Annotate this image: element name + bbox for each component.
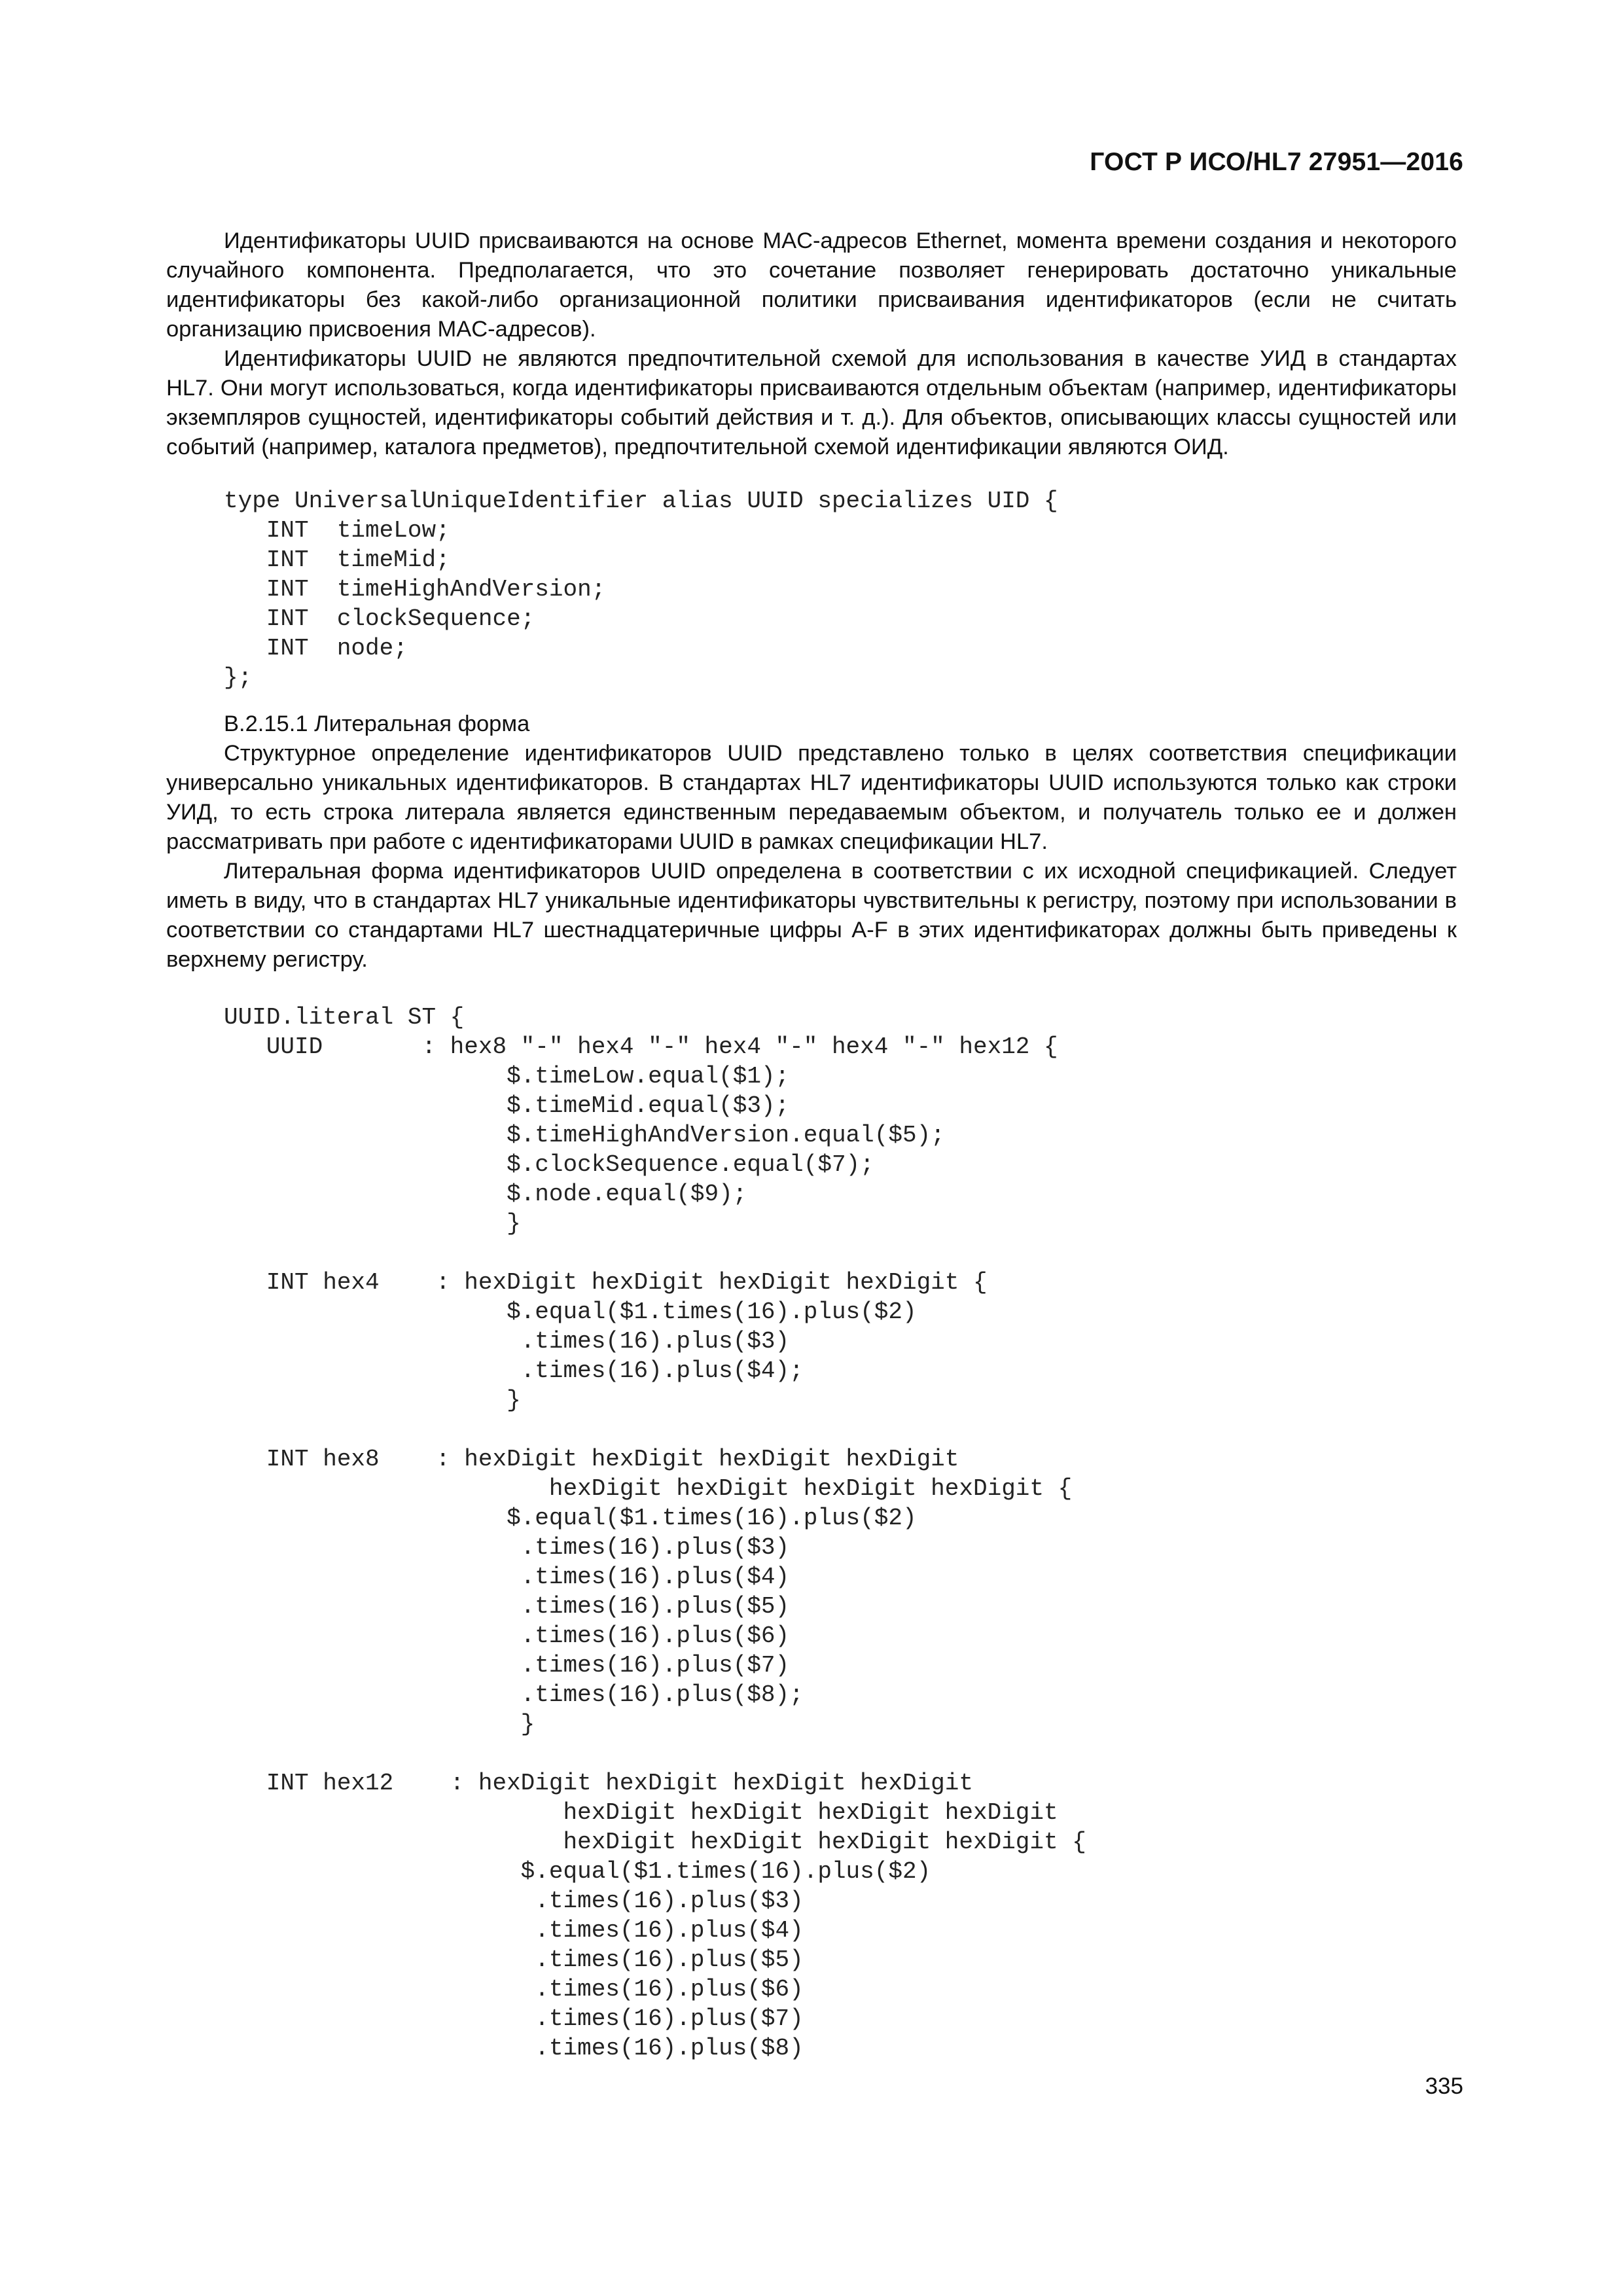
- document-standard-id: ГОСТ Р ИСО/HL7 27951—2016: [1090, 148, 1463, 176]
- page-number: 335: [1425, 2073, 1463, 2099]
- code-block-literal-form: UUID.literal ST { UUID : hex8 "-" hex4 "-" hex4 "-" hex4 "-" hex12 { $.timeLow.equal($1); $.timeMid.equal($3); $.timeHighAndVersion.equal($5); $.clockSequence.equal($7); $.node.equal($9); } INT hex4 : hexDigit hexDigit hexDigit hexDigit { $.equal($1.times(16).plus($2) .times(16).plus($3) .times(16).plus($4); } INT hex8 : hexDigit hexDigit hexDigit hexDigit hexDigit hexDigit hexDigit hexDigit { $.equal($1.times(16).plus($2) .times(16).plus($3) .times(16).plus($4) .times(16).plus($5) .times(16).plus($6) .times(16).plus($7) .times(16).plus($8); } INT hex12 : hexDigit hexDigit hexDigit hexDigit hexDigit hexDigit hexDigit hexDigit hexDigit hexDigit hexDigit hexDigit { $.equal($1.times(16).plus($2) .times(16).plus($3) .times(16).plus($4) .times(16).plus($5) .times(16).plus($6) .times(16).plus($7) .times(16).plus($8): [224, 1004, 1086, 2062]
- paragraph-uuid-preference: Идентификаторы UUID не являются предпочтительной схемой для использования в качестве УИД в стандартах HL7. Они могут использоваться, когда идентификаторы присваиваются отдельным объектам (например, идентификаторы экземпляров сущностей, идентификаторы событий действия и т. д.). Для объектов, описывающих классы сущностей или событий (например, каталога предметов), предпочтительной схемой идентификации являются ОИД.: [166, 346, 1457, 459]
- paragraph-structural-definition: Структурное определение идентификаторов UUID представлено только в целях соответствия спецификации универсально уникальных идентификаторов. В стандартах HL7 идентификаторы UUID используются только как строки УИД, то есть строка литерала является единственным передаваемым объектом, и получатель только ее и должен рассматривать при работе с идентификаторами UUID в рамках спецификации HL7.: [166, 741, 1457, 854]
- paragraph-literal-form: Литеральная форма идентификаторов UUID определена в соответствии с их исходной спецификацией. Следует иметь в виду, что в стандартах HL7 уникальные идентификаторы чувствительны к регистру, поэтому при использовании в соответствии со стандартами HL7 шестнадцатеричные цифры A-F в этих идентификаторах должны быть приведены к верхнему регистру.: [166, 859, 1457, 972]
- intro-text-block: [166, 226, 1457, 462]
- paragraph-uuid-assignment: Идентификаторы UUID присваиваются на основе MAC-адресов Ethernet, момента времени создания и некоторого случайного компонента. Предполагается, что это сочетание позволяет генерировать достаточно уникальные идентификаторы без какой-либо организационной политики присваивания идентификаторов (если не считать организацию присвоения MAC-адресов).: [166, 228, 1457, 342]
- literal-form-text-block: [166, 709, 1457, 975]
- code-block-type-definition: type UniversalUniqueIdentifier alias UUID specializes UID { INT timeLow; INT timeMid; INT timeHighAndVersion; INT clockSequence; INT node; };: [224, 488, 1058, 691]
- section-heading: В.2.15.1 Литеральная форма: [224, 711, 530, 736]
